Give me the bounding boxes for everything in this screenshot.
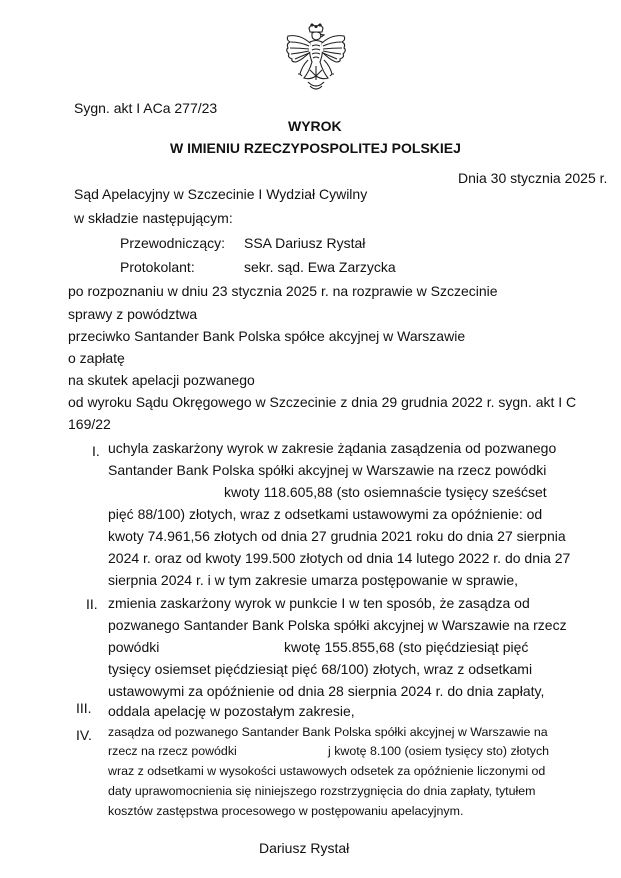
- intro-line: po rozpoznaniu w dniu 23 stycznia 2025 r. na rozprawie w Szczecinie: [68, 283, 498, 299]
- point-text: pozwanego Santander Bank Polska spółki akcyjnej w Warszawie na rzecz: [108, 617, 567, 633]
- case-number: Sygn. akt I ACa 277/23: [74, 100, 218, 116]
- chair-value: SSA Dariusz Rystał: [244, 235, 366, 251]
- intro-line: na skutek apelacji pozwanego: [68, 372, 255, 388]
- point-text: zmienia zaskarżony wyrok w punkcie I w ten sposób, że zasądza od: [108, 595, 530, 611]
- intro-line: sprawy z powództwa: [68, 306, 198, 322]
- point-text: kwoty 118.605,88 (sto osiemnaście tysięcy sześćset: [224, 484, 547, 500]
- intro-line: przeciwko Santander Bank Polska spółce akcyjnej w Warszawie: [68, 328, 466, 344]
- point-text: wraz z odsetkami w wysokości ustawowych odsetek za opóźnienie liczonymi od: [108, 764, 546, 778]
- point-text: kwoty 74.961,56 złotych od dnia 27 grudnia 2021 roku do dnia 27 sierpnia: [108, 528, 566, 544]
- point-text: uchyla zaskarżony wyrok w zakresie żądania zasądzenia od pozwanego: [108, 440, 557, 456]
- judgment-date: Dnia 30 stycznia 2025 r.: [458, 170, 608, 186]
- court-composition-label: w składzie następującym:: [74, 210, 233, 226]
- point-number: IV.: [76, 727, 92, 743]
- point-number: III.: [76, 700, 92, 716]
- point-text: Santander Bank Polska spółki akcyjnej w Warszawie na rzecz powódki: [108, 462, 547, 478]
- point-text: rzecz na rzecz powódki: [108, 744, 237, 758]
- intro-line: o zapłatę: [68, 350, 125, 366]
- point-text: zasądza od pozwanego Santander Bank Polska spółki akcyjnej w Warszawie na: [108, 725, 548, 739]
- point-number: II.: [86, 596, 98, 612]
- chair-label: Przewodniczący:: [120, 235, 226, 251]
- point-text: kosztów zastępstwa procesowego w postępowaniu apelacyjnym.: [108, 804, 464, 818]
- point-text: daty uprawomocnienia się niniejszego rozstrzygnięcia do dnia zapłaty, tytułem: [108, 784, 536, 798]
- point-text: powódki: [108, 639, 160, 655]
- point-text: ustawowymi za opóźnienie od dnia 28 sierpnia 2024 r. do dnia zapłaty,: [108, 683, 545, 699]
- point-text: oddala apelację w pozostałym zakresie,: [108, 703, 355, 719]
- judge-signature: Dariusz Rystał: [259, 840, 350, 856]
- polish-eagle-emblem-icon: [282, 22, 350, 94]
- point-text: tysięcy osiemset pięćdziesiąt pięć 68/100) złotych, wraz z odsetkami: [108, 661, 533, 677]
- point-text: kwotę 155.855,68 (sto pięćdziesiąt pięć: [284, 639, 529, 655]
- point-text: 2024 r. oraz od kwoty 199.500 złotych od dnia 14 lutego 2022 r. do dnia 27: [108, 550, 571, 566]
- clerk-label: Protokolant:: [120, 259, 195, 275]
- document-title: WYROK: [288, 118, 342, 134]
- court-name: Sąd Apelacyjny w Szczecinie I Wydział Cywilny: [74, 186, 368, 202]
- clerk-value: sekr. sąd. Ewa Zarzycka: [244, 259, 396, 275]
- intro-line: 169/22: [68, 416, 111, 432]
- point-text: sierpnia 2024 r. i w tym zakresie umarza postępowanie w sprawie,: [108, 572, 519, 588]
- point-number: I.: [92, 443, 100, 459]
- intro-line: od wyroku Sądu Okręgowego w Szczecinie z dnia 29 grudnia 2022 r. sygn. akt I C: [68, 394, 577, 410]
- point-text: pięć 88/100) złotych, wraz z odsetkami ustawowymi za opóźnienie: od: [108, 506, 543, 522]
- document-subtitle: W IMIENIU RZECZYPOSPOLITEJ POLSKIEJ: [170, 140, 461, 156]
- point-text: j kwotę 8.100 (osiem tysięcy sto) złotych: [328, 744, 550, 758]
